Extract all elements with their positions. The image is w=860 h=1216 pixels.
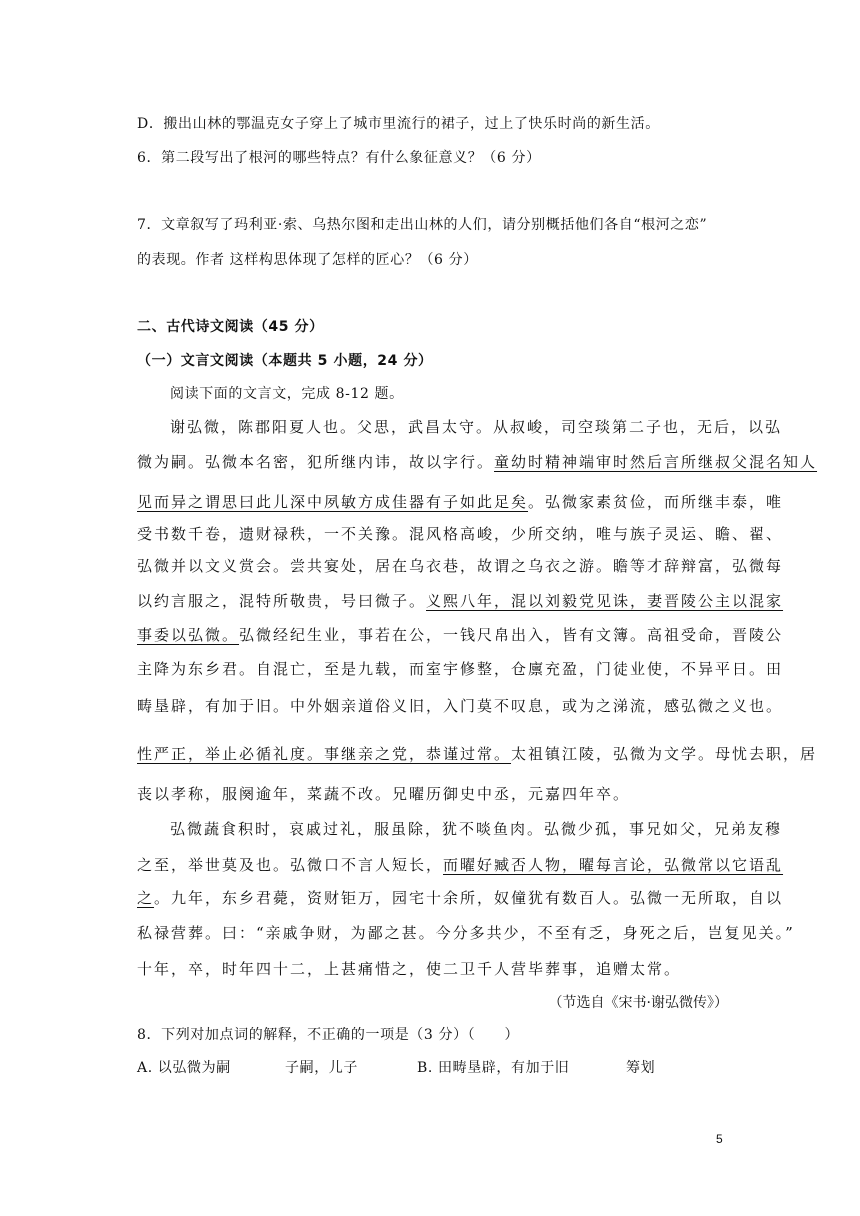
question-7-line-2: 的表现。作者 这样构思体现了怎样的匠心？（6 分） <box>137 252 478 268</box>
passage-line: 之。九年，东乡君薨，资财钜万，园宅十余所，奴僮犹有数百人。弘微一无所取，自以 <box>137 889 784 907</box>
question-8-option-a-gloss: 子嗣，儿子 <box>285 1060 358 1076</box>
passage-line: 性严正，举止必循礼度。事继亲之党，恭谨过常。太祖镇江陵，弘微为文学。母忧去职，居 <box>137 745 818 763</box>
question-8-stem: 8．下列对加点词的解释，不正确的一项是（3 分）（ ） <box>137 1027 520 1043</box>
passage-line: 以约言服之，混特所敬贵，号曰微子。义熙八年，混以刘毅党见诛，妻晋陵公主以混家 <box>137 592 784 610</box>
passage-line: 受书数千卷，遗财禄秩，一不关豫。混风格高峻，少所交纳，唯与族子灵运、瞻、翟、 <box>137 525 784 543</box>
passage-line: 见而异之谓思曰此儿深中夙敏方成佳器有子如此足矣。弘微家素贫俭，而所继丰泰，唯 <box>137 493 784 511</box>
question-8-option-b: B. 田畴垦辟，有加于旧 <box>417 1060 570 1076</box>
underlined-sentence: 而曜好臧否人物，曜每言论，弘微常以它语乱 <box>443 856 784 874</box>
underlined-sentence: 见而异之谓思曰此儿深中夙敏方成佳器有子如此足矣 <box>137 493 529 511</box>
passage-line: 弘微并以文义赏会。尝共宴处，居在乌衣巷，故谓之乌衣之游。瞻等才辞辩富，弘微每 <box>137 557 784 575</box>
passage-source: （节选自《宋书·谢弘微传》） <box>548 995 728 1011</box>
underlined-sentence: 事委以弘微。 <box>137 626 240 644</box>
underlined-sentence: 童幼时精神端审时然后言所继叔父混名知人 <box>494 453 818 471</box>
question-7-line-1: 7．文章叙写了玛利亚·索、乌热尔图和走出山林的人们，请分别概括他们各自“根河之恋” <box>137 217 708 233</box>
underlined-sentence: 义熙八年，混以刘毅党见诛，妻晋陵公主以混家 <box>426 592 784 610</box>
question-8-option-a: A. 以弘微为嗣 <box>137 1060 231 1076</box>
passage-line: 谢弘微，陈郡阳夏人也。父思，武昌太守。从叔峻，司空琰第二子也，无后，以弘 <box>170 418 783 436</box>
passage-line: 微为嗣。弘微本名密，犯所继内讳，故以字行。童幼时精神端审时然后言所继叔父混名知人 <box>137 453 818 471</box>
question-8-option-b-gloss: 筹划 <box>626 1060 656 1076</box>
passage-line: 弘微蔬食积时，哀戚过礼，服虽除，犹不啖鱼肉。弘微少孤，事兄如父，兄弟友穆 <box>170 820 783 838</box>
underlined-sentence: 之 <box>137 889 155 907</box>
underlined-sentence: 性严正，举止必循礼度。事继亲之党，恭谨过常。 <box>137 745 512 763</box>
passage-line: 畴垦辟，有加于旧。中外姻亲道俗义旧，入门莫不叹息，或为之涕流，感弘微之义也。 <box>137 697 784 715</box>
section-title: 二、古代诗文阅读（45 分） <box>137 319 324 335</box>
question-6: 6．第二段写出了根河的哪些特点？有什么象征意义？（6 分） <box>137 150 541 166</box>
section-subtitle: （一）文言文阅读（本题共 5 小题，24 分） <box>137 353 433 369</box>
passage-line: 之至，举世莫及也。弘微口不言人短长，而曜好臧否人物，曜每言论，弘微常以它语乱 <box>137 856 784 874</box>
passage-line: 丧以孝称，服阕逾年，菜蔬不改。兄曜历御史中丞，元嘉四年卒。 <box>137 785 631 803</box>
option-d: D．搬出山林的鄂温克女子穿上了城市里流行的裙子，过上了快乐时尚的新生活。 <box>137 116 660 132</box>
instruction: 阅读下面的文言文，完成 8-12 题。 <box>170 386 404 402</box>
page-number: 5 <box>716 1132 723 1146</box>
passage-line: 主降为东乡君。自混亡，至是九载，而室宇修整，仓廪充盈，门徒业使，不异平日。田 <box>137 660 784 678</box>
passage-line: 十年，卒，时年四十二，上甚痛惜之，使二卫千人营毕葬事，追赠太常。 <box>137 960 682 978</box>
passage-line: 私禄营葬。曰：“亲戚争财，为鄙之甚。今分多共少，不至有乏，身死之后，岂复见关。” <box>137 924 795 942</box>
passage-line: 事委以弘微。弘微经纪生业，事若在公，一钱尺帛出入，皆有文簿。高祖受命，晋陵公 <box>137 626 784 644</box>
